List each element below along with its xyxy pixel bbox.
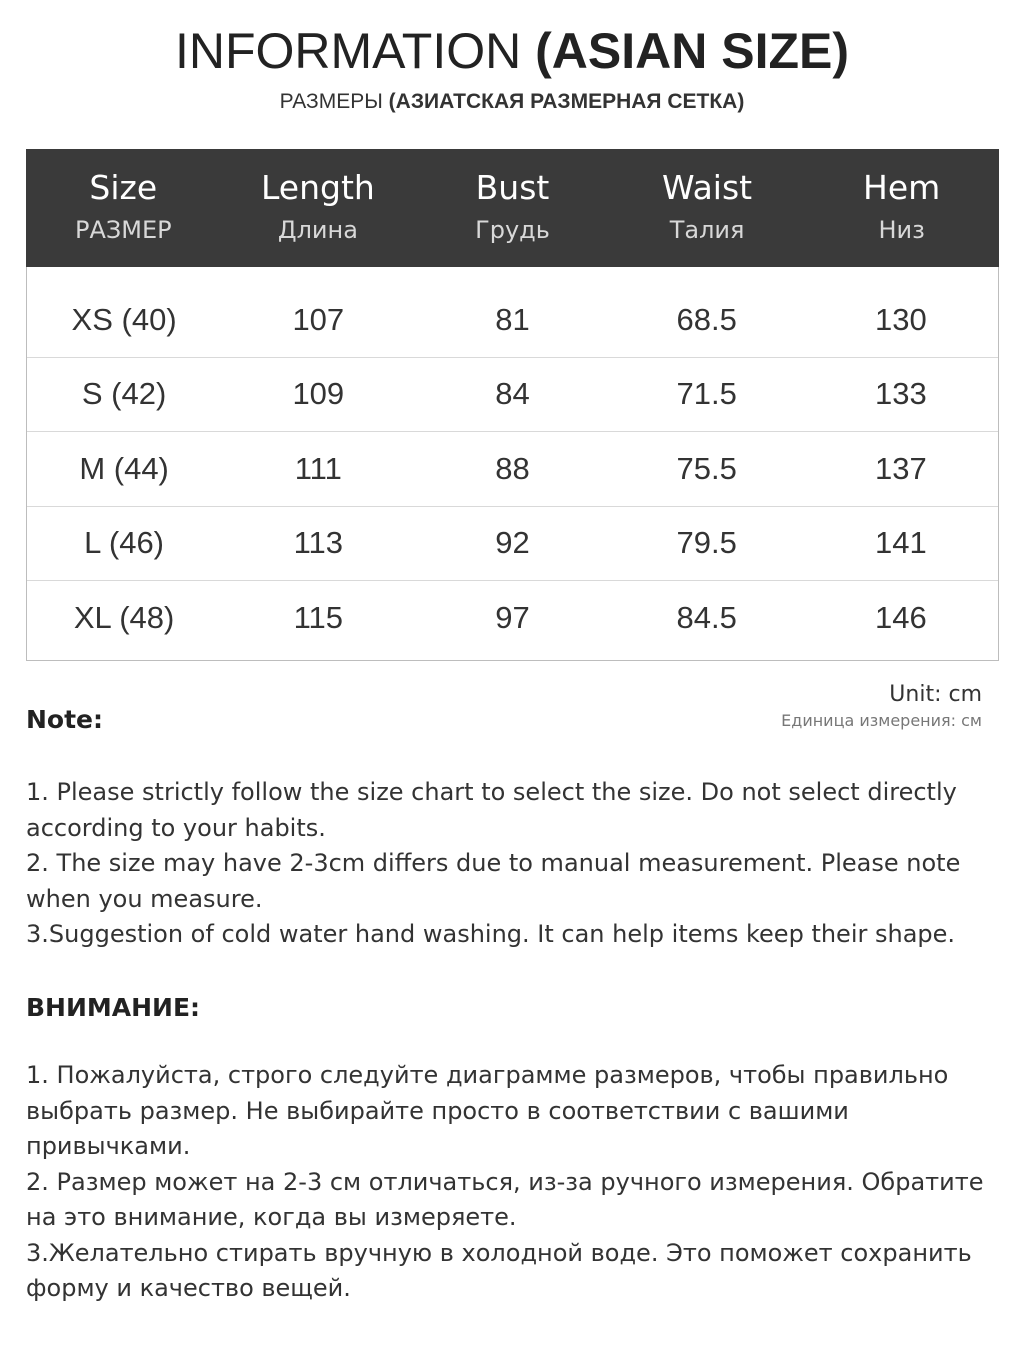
column-header-translation: Низ xyxy=(878,216,925,244)
column-header-label: Waist xyxy=(662,168,753,207)
cell-length: 111 xyxy=(294,450,342,486)
cell-length: 109 xyxy=(292,376,345,412)
table-row xyxy=(27,358,998,433)
title-size-system: (ASIAN SIZE) xyxy=(535,23,850,79)
warning-item: 2. Размер может на 2-3 см отличаться, из-за ручного измерения. Обратите на это внимание, когда вы измеряете. xyxy=(26,1167,984,1231)
note-item: 2. The size may have 2-3cm differs due to manual measurement. Please note when you measure. xyxy=(26,849,961,913)
page-subtitle xyxy=(0,90,1024,114)
cell-bust: 81 xyxy=(495,301,530,337)
cell-bust: 97 xyxy=(495,600,530,636)
unit-label xyxy=(781,682,982,730)
size-table-header xyxy=(26,149,999,267)
column-header-label: Bust xyxy=(475,168,550,207)
column-header-bust xyxy=(415,149,610,267)
cell-length: 115 xyxy=(293,600,344,636)
column-header-label: Hem xyxy=(863,168,941,207)
cell-hem: 137 xyxy=(875,450,927,486)
column-header-size xyxy=(26,149,221,267)
column-header-translation: Длина xyxy=(277,216,358,244)
cell-waist: 84.5 xyxy=(676,600,737,636)
note-item: 3.Suggestion of cold water hand washing. It can help items keep their shape. xyxy=(26,920,956,948)
size-table xyxy=(26,149,999,661)
cell-hem: 130 xyxy=(875,301,927,337)
column-header-translation: РАЗМЕР xyxy=(74,216,172,244)
page-title xyxy=(0,22,1024,80)
warning-heading: ВНИМАНИЕ: xyxy=(26,993,201,1022)
cell-hem: 141 xyxy=(875,525,927,561)
column-header-length xyxy=(221,149,416,267)
warning-item: 3.Желательно стирать вручную в холодной воде. Это поможет сохранить форму и качество вещей. xyxy=(26,1238,972,1302)
table-row xyxy=(27,581,998,656)
cell-bust: 84 xyxy=(495,376,530,412)
cell-hem: 133 xyxy=(875,376,927,412)
cell-bust: 88 xyxy=(495,450,530,486)
note-heading: Note: xyxy=(26,705,104,734)
cell-size: S (42) xyxy=(81,376,167,412)
unit-label-ru: Единица измерения: см xyxy=(781,711,982,730)
cell-waist: 71.5 xyxy=(676,376,737,412)
cell-bust: 92 xyxy=(495,525,530,561)
cell-size: XS (40) xyxy=(71,301,177,337)
unit-label-en: Unit: cm xyxy=(889,682,982,707)
table-row xyxy=(27,507,998,582)
cell-length: 107 xyxy=(292,301,345,337)
size-table-body xyxy=(27,283,998,656)
cell-size: L (46) xyxy=(84,525,165,561)
cell-waist: 68.5 xyxy=(676,301,737,337)
subtitle-main: РАЗМЕРЫ xyxy=(279,90,389,113)
table-row xyxy=(27,432,998,507)
cell-waist: 79.5 xyxy=(676,525,737,561)
cell-length: 113 xyxy=(293,525,344,561)
cell-hem: 146 xyxy=(875,600,927,636)
table-row xyxy=(27,283,998,358)
cell-size: XL (48) xyxy=(73,600,175,636)
column-header-hem xyxy=(804,149,999,267)
cell-size: M (44) xyxy=(79,450,169,486)
warning-item: 1. Пожалуйста, строго следуйте диаграмме размеров, чтобы правильно выбрать размер. Не выбирайте просто в соответствии с вашими привычками. xyxy=(26,1061,949,1160)
column-header-translation: Грудь xyxy=(475,216,550,244)
note-list xyxy=(26,775,1001,953)
column-header-label: Length xyxy=(260,168,375,207)
note-item: 1. Please strictly follow the size chart to select the size. Do not select directly according to your habits. xyxy=(26,778,957,842)
warning-list xyxy=(26,1058,1001,1307)
column-header-translation: Талия xyxy=(669,216,745,244)
column-header-label: Size xyxy=(89,168,158,207)
title-main: INFORMATION xyxy=(174,23,536,79)
column-header-waist xyxy=(610,149,805,267)
cell-waist: 75.5 xyxy=(676,450,737,486)
subtitle-size-system: (АЗИАТСКАЯ РАЗМЕРНАЯ СЕТКА) xyxy=(388,90,745,113)
